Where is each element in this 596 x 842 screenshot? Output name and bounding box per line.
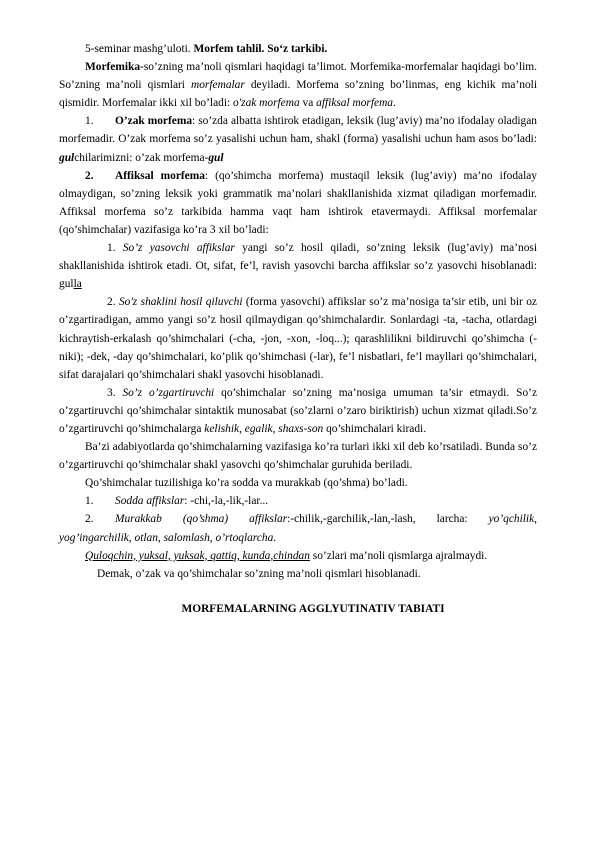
paragraph-adabiyotlar: Ba’zi adabiyotlarda qo’shimchalarning vazifasiga ko’ra turlari ikki xil deb ko’rsatiladi. Bunda so’z o’zgartiruvchi qo’shimchalar shakl yasovchi qo’shimchalar guruhida beriladi. [59,441,537,472]
list-number: 2. [85,513,94,526]
text: . [273,531,277,544]
emphasis: Murakkab (qo’shma) affikslar [115,513,288,526]
paragraph-demak: Demak, o’zak va qo’shimchalar so’zning ma’noli qismlari hisoblanadi. [97,567,421,580]
title-plain: 5-seminar mashg’uloti. [85,43,194,55]
emphasis: So’z yasovchi affikslar [122,242,235,255]
emphasis: Sodda affikslar [115,495,185,508]
paragraph-murakkab-affikslar [59,510,537,546]
list-number: 1. [107,242,123,255]
term-affiksal-morfema: Affiksal morfema [115,169,205,182]
text: so’zlari ma’noli qismlarga ajralmaydi. [309,549,488,562]
text: : (qo’shimcha morfema) mustaqil leksik (lug’aviy) ma’no ifodalay olmaydigan, so’zning leksik yoki grammatik ma’nolari shakllanishida xizmat qiladigan morfemadir. Affiksal morfema so’z tarkibida hamma vaqt ham ishtirok etavermaydi. Affiksal morfemalar (qo’shimchalar) vazifasiga ko’ra 3 xil bo’ladi: [59,169,537,236]
example-root: gul [208,151,224,164]
text: : -chi,-la,-lik,-lar... [184,495,269,508]
text: . [393,97,396,110]
paragraph-sodda-affikslar [59,492,537,510]
emphasis: yo’qchilik, yog’ingarchilik, otlan, salomlash, o’rtoqlarcha [59,513,537,544]
paragraph-soz-ozgartiruvchi [59,384,537,438]
doc-title [59,40,537,58]
text: va [299,97,317,110]
paragraph-soz-yasovchi [59,239,537,293]
underlined-examples: Quloqchin, yuksal, yuksak, qattiq, kunda,chindan [85,549,310,562]
emphasis: kelishik, egalik, shaxs-son [204,422,324,435]
example-suffix: la [73,278,82,291]
emphasis: So’z o’zgartiruvchi [122,386,215,399]
emphasis: o'zak morfema [233,97,300,110]
text: qo’shimchalar so’zning ma’nosiga umuman ta’sir etmaydi. So’z o’zgartiruvchi qo’shimchalar sintaktik munosabat (so’zlarni o’zaro biriktirish) uchun xizmat qiladi.So’z o’zgartiruvchi qo’shimchalarga [59,386,538,435]
list-number: 3. [107,386,123,399]
text: yangi so’z hosil qiladi, so’zning leksik (lug’aviy) ma’nosi shakllanishida ishtirok etadi. Ot, sifat, fe’l, ravish yasovchi barcha affikslar so’z yasovchi hisoblanadi: gul [59,242,538,291]
emphasis: morfemalar [191,79,245,92]
section-heading: MORFEMALARNING AGGLYUTINATIV TABIATI [181,602,445,615]
text: (forma yasovchi) affikslar so’z ma’nosiga ta’sir etib, uni bir oz o’zgartiradigan, ammo yangi so’z hosil qilmaydigan qo’shimchalardir. Sonlardagi -ta, -tacha, otlardagi kichraytish-erkalash qo’shimchalari (-cha, -jon, -xon, -loq...); qarashlilikni bildiruvchi qo’shimcha (-niki); -dek, -day qo’shimchalari, ko’plik qo’shimchasi (-lar), fe’l nisbatlari, fe’l mayllari qo’shimchalari, sifat darajalari qo’shimchalari shakl yasovchi hisoblanadi. [59,296,537,381]
emphasis: So'z shaklini hosil qiluvchi [118,296,243,309]
text: -so’zning ma’noli qismlari haqidagi ta’limot. Morfemika-morfemalar haqidagi bo’lim. So’zning ma’noli qismlari [59,61,537,92]
list-number: 1. [85,495,94,508]
text: deyiladi. Morfema so’zning bo’linmas, eng kichik ma’noli qismidir. Morfemalar ikki xil bo’ladi: [59,79,537,110]
paragraph-shakl-yasovchi [59,293,537,383]
list-number: 2. [107,296,119,309]
text: qo’shimchalari kiradi. [323,422,427,435]
paragraph-ozak-morfema [59,112,537,166]
paragraph-affiksal-morfema [59,167,537,239]
emphasis: affiksal morfema [316,97,394,110]
paragraph-morfemika [59,58,537,112]
paragraph-ajralmaydi [59,547,537,565]
text: :-chilik,-garchilik,-lan,-lash, larcha: [287,513,489,526]
example-root: gul [59,151,75,164]
term-ozak-morfema: O’zak morfema [115,115,193,128]
text: : so’zda albatta ishtirok etadigan, leksik (lug’aviy) ma’no ifodalay oladigan morfemadir. O’zak morfema so’z yasalishi uchun ham, shakl (forma) yasalishi uchun ham asos bo’ladi: [59,115,538,146]
paragraph-tuzilishi: Qo’shimchalar tuzilishiga ko’ra sodda va murakkab (qo’shma) bo’ladi. [85,477,408,490]
text: chilarimizni: o’zak morfema- [74,151,209,164]
term-morfemika: Morfemika [85,61,141,74]
list-number: 2. [85,169,94,182]
title-bold: Morfem tahlil. So‘z tarkibi. [193,43,328,55]
list-number: 1. [85,115,94,128]
